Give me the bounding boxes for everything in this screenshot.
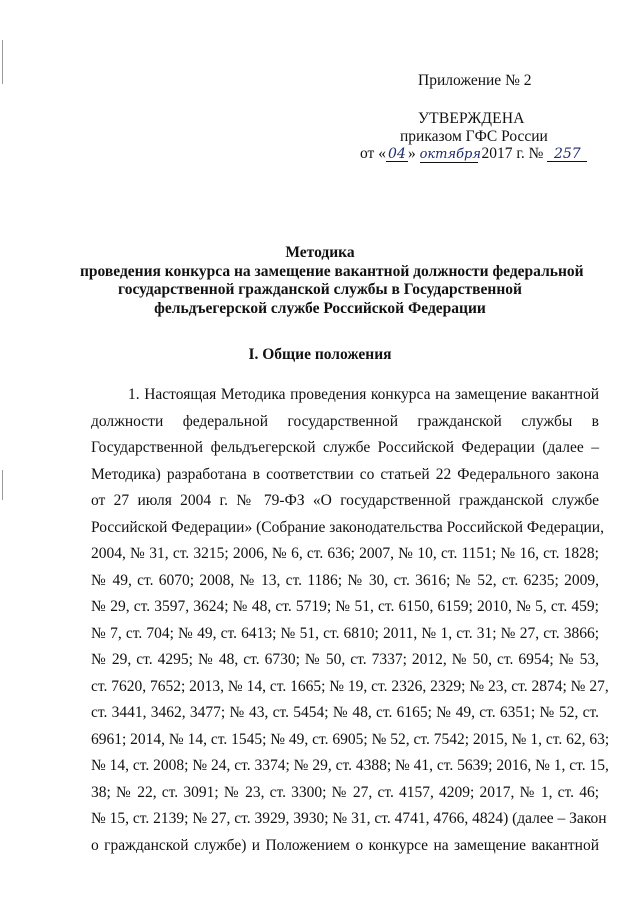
handwritten-day: 04 — [386, 147, 408, 162]
paragraph-line: № 15, ст. 2139; № 27, ст. 3929, 3930; № 31, ст. 4741, 4766, 4824) (далее – Закон — [91, 810, 607, 827]
order-date-line — [360, 145, 587, 163]
paragraph-line: Российской Федерации» (Собрание законодательства Российской Федерации, — [91, 518, 604, 536]
paragraph-line: ст. 7620, 7652; 2013, № 14, ст. 1665; № 19, ст. 2326, 2329; № 23, ст. 2874; № 27, — [91, 677, 609, 695]
approved-stamp-text: УТВЕРЖДЕНА — [418, 110, 525, 127]
paragraph-line: № 49, ст. 6070; 2008, № 13, ст. 1186; № 30, ст. 3616; № 52, ст. 6235; 2009, — [91, 571, 599, 589]
appendix-number: Приложение № 2 — [418, 72, 532, 89]
paragraph-line: № 7, ст. 704; № 49, ст. 6413; № 51, ст. 6810; 2011, № 1, ст. 31; № 27, ст. 3866; — [91, 624, 599, 642]
handwritten-month: октября — [419, 147, 481, 162]
year-and-number-label: 2017 г. № — [481, 145, 544, 162]
document-title — [80, 244, 584, 318]
order-reference: приказом ГФС России — [400, 128, 548, 145]
title-line: государственной гражданской службы в Государственной — [118, 281, 522, 299]
paragraph-line: 2004, № 31, ст. 3215; 2006, № 6, ст. 636; 2007, № 10, ст. 1151; № 16, ст. 1828; — [91, 545, 599, 562]
paragraph-line: Государственной фельдъегерской службе Российской Федерации (далее – — [91, 439, 599, 456]
date-prefix: от « — [360, 145, 386, 162]
paragraph-line: 6961; 2014, № 14, ст. 1545; № 49, ст. 6905; № 52, ст. 7542; 2015, № 1, ст. 62, 63; — [91, 730, 610, 748]
paragraph-line: № 29, ст. 4295; № 48, ст. 6730; № 50, ст. 7337; 2012, № 50, ст. 6954; № 53, — [91, 651, 599, 668]
section-heading: I. Общие положения — [248, 346, 392, 363]
paragraph-line: от 27 июля 2004 г. № 79-ФЗ «О государственной гражданской службе — [91, 492, 599, 509]
paragraph-line: 38; № 22, ст. 3091; № 23, ст. 3300; № 27, ст. 4157, 4209; 2017, № 1, ст. 46; — [91, 783, 599, 801]
paragraph-line: должности федеральной государственной гражданской службы в — [91, 412, 599, 430]
handwritten-order-number: 257 — [547, 147, 587, 162]
title-line: фельдъегерской службе Российской Федерации — [154, 299, 486, 317]
paragraph-line: ст. 3441, 3462, 3477; № 43, ст. 5454; № 48, ст. 6165; № 49, ст. 6351; № 52, ст. — [91, 704, 599, 721]
paragraph-line: о гражданской службе) и Положением о конкурсе на замещение вакантной — [91, 836, 599, 854]
scan-edge-mark — [2, 40, 3, 84]
paragraph-line: № 14, ст. 2008; № 24, ст. 3374; № 29, ст. 4388; № 41, ст. 5639; 2016, № 1, ст. 15, — [91, 757, 609, 774]
title-line: проведения конкурса на замещение вакантной должности федеральной — [80, 262, 584, 280]
title-line: Методика — [285, 244, 355, 261]
body-paragraph — [91, 382, 610, 859]
paragraph-line: 1. Настоящая Методика проведения конкурса на замещение вакантной — [128, 386, 599, 403]
paragraph-line: № 29, ст. 3597, 3624; № 48, ст. 5719; № 51, ст. 6150, 6159; 2010, № 5, ст. 459; — [91, 598, 599, 615]
paragraph-line: Методика) разработана в соответствии со статьей 22 Федерального закона — [91, 465, 599, 483]
scan-edge-mark — [2, 470, 3, 500]
date-quote-close: » — [407, 145, 416, 162]
